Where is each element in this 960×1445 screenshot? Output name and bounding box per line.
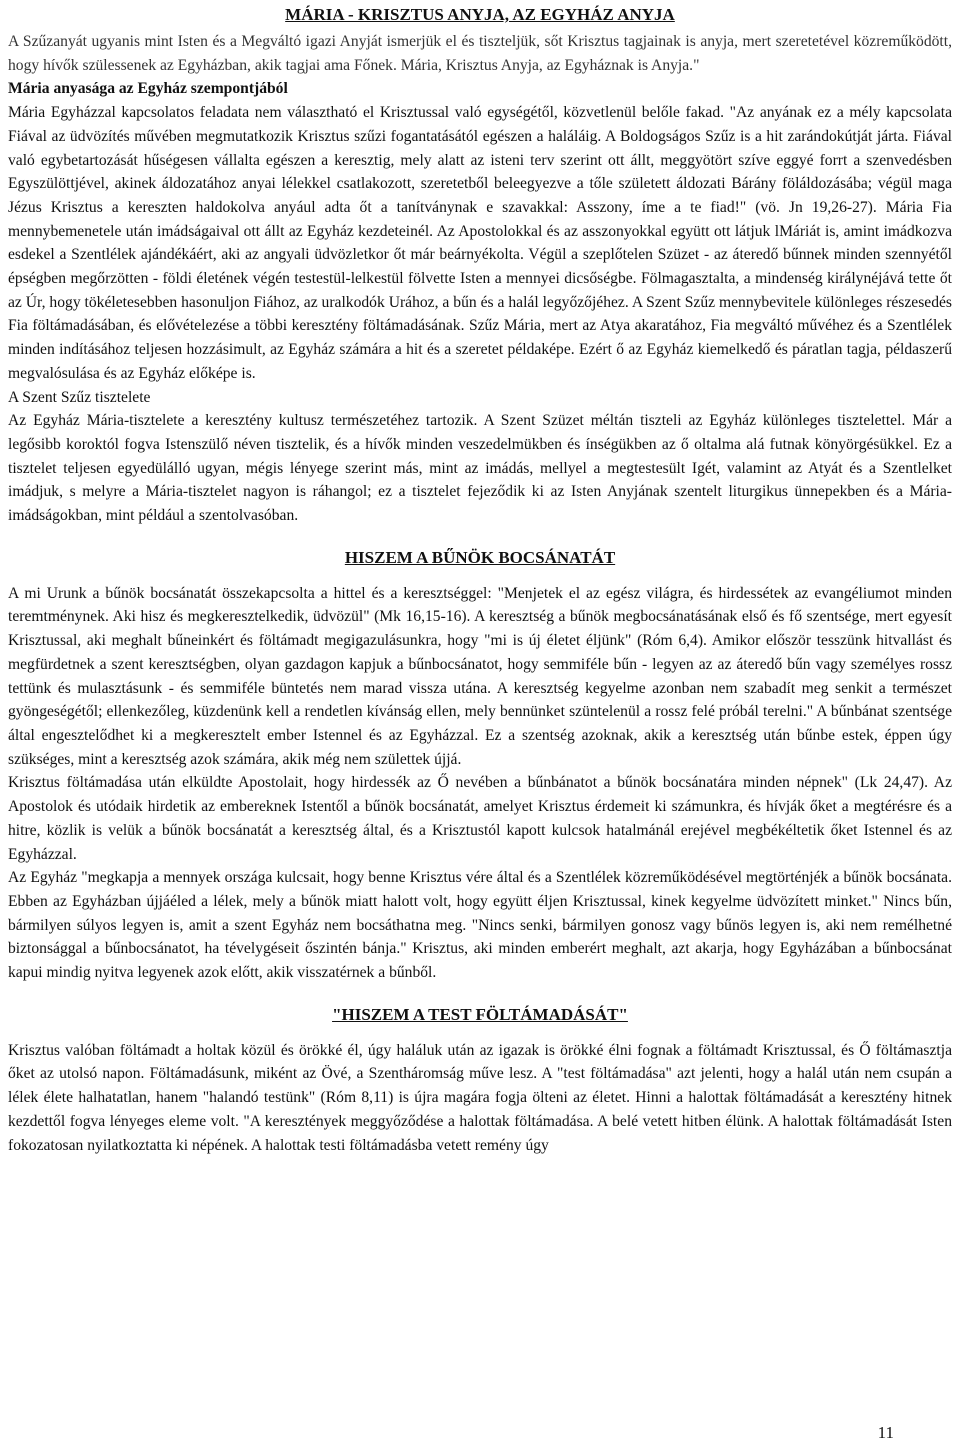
section-title-test-foltamadasa: "HISZEM A TEST FÖLTÁMADÁSÁT" [332, 1004, 628, 1024]
paragraph-bunbocsanat-3: Az Egyház "megkapja a mennyek országa kulcsait, hogy benne Krisztus vére által és a Szentlélek közreműködésével megtörténjék a bűnök bocsánata. Ebben az Egyházban újjáéled a lélek, mely a bűnök miatt halott volt, hogy együtt éljen Krisztussal, kinek kegyelme üdvözített minket." Nincs bűn, bármilyen súlyos legyen is, amit a szent Egyház nem bocsáthatna meg. "Nincs senki, bármilyen gonosz vagy bűnös legyen is, aki nem remélhetné biztonsággal a bűnbocsánatot, ha tévelygéseit őszintén bánja." Krisztus, aki minden emberért meghalt, azt akarja, hogy Egyházában a bűnbocsánat kapui mindig nyitva legyenek azok előtt, akik visszatérnek a bűnből. [8, 869, 952, 982]
paragraph-maria-anyasaga: Mária Egyházzal kapcsolatos feladata nem választható el Krisztussal való egységétől, közvetlenül belőle fakad. "Az anyának ez a mély kapcsolata Fiával az üdvözítés művében megmutatkozik Krisztus szűzi fogantatásától egészen a haláláig. A Boldogságos Szűz is a hit zarándokútját járta. Fiával való egybetartozását hűségesen vállalta egészen a keresztig, mely alatt az isteni terv szerint ott állt, meggyötört szíve eggyé forrt a szenvedésben Egyszülöttjével, akinek áldozatához anyai lélekkel csatlakozott, szeretetből beleegyezve a tőle született áldozati Bárány föláldozásába; végül maga Jézus Krisztus a kereszten haldokolva anyául adta őt a tanítványnak e szavakkal: Asszony, íme a te fiad!" (vö. Jn 19,26-27). Mária Fia mennybemenetele után imádságaival ott állt az Egyház kezdeteinél. Az Apostolokkal és az asszonyokkal együtt ott látjuk lMáriát is, amint imádkozva esdekel a Szentlélek ajándékáért, aki az angyali üdvözletkor őt már beárnyékolta. Végül a szeplőtelen Szüzet - az áteredő bűnnek minden szennyétől épségben megőrzötten - földi életének végén testestül-lelkestül fölvette Isten a mennyei dicsőségbe. Fölmagasztalta, a mindenség királynéjává tette őt az Úr, hogy tökéletesebben hasonuljon Fiához, az uralkodók Urához, a bűn és a halál legyőzőjéhez. A Szent Szűz mennybevitele különleges részesedés Fia föltámadásában, és elővételezése a többi keresztény föltámadásának. Szűz Mária, mert az Atya akaratához, Fia megváltó művéhez és a Szentlélek minden indításához teljesen hozzásimult, az Egyház számára a hit és a szeretet példaképe. Ezért ő az Egyház kiemelkedő és páratlan tagja, példaszerű megvalósulása és az Egyház előképe is. [8, 104, 952, 382]
paragraph-bunbocsanat-1: A mi Urunk a bűnök bocsánatát összekapcsolta a hittel és a keresztséggel: "Menjetek el az egész világra, és hirdessétek az evangéliumot minden teremtménynek. Aki hisz és megkeresztelkedik, üdvözül" (Mk 16,15-16). A keresztség a bűnök megbocsánatásának első és fő szentsége, mert egyesít Krisztussal, aki meghalt bűneinkért és föltámadt megigazulásunkra, hogy "mi is új életet éljünk" (Róm 6,4). Amikor először tesszünk hitvallást és megfürdetnek a szent keresztségben, olyan gazdagon kapjuk a bűnbocsánatot, hogy semmiféle bűn - legyen az az áteredő bűn vagy személyes rossz tettünk és mulasztásunk - és semmiféle büntetés nem marad vissza utána. A keresztség kegyelme azonban nem szabadít meg senkit a természet gyöngeségétől; ellenkezőleg, küzdenünk kell a rendetlen kívánság ellen, mely bennünket szüntelenül a rossz felé próbál terelni." A bűnbánat szentsége által engesztelődhet ki a megkeresztelt ember Istennel és az Egyházzal. Ez a szentség azoknak, akik a keresztség után bűnbe estek, éppen úgy szükséges, mint a keresztség azok számára, akik még nem születtek újjá. [8, 584, 952, 768]
page-number: 11 [877, 1423, 894, 1443]
subheading-maria-anyasaga: Mária anyasága az Egyház szempontjából [8, 80, 288, 98]
section-title-bunok-bocsanata: HISZEM A BŰNÖK BOCSÁNATÁT [344, 547, 616, 567]
paragraph-foltamadas: Krisztus valóban föltámadt a holtak közül és örökké él, úgy haláluk után az igazak is örökké élni fognak a föltámadt Krisztussal, és Ő föltámasztja őket az utolsó napon. Föltámadásunk, miként az Övé, a Szentháromság műve lesz. A "test föltámadása" azt jelenti, hogy a halál után nem csupán a lélek élete halhatatlan, hanem "halandó testünk" (Róm 8,11) is újra magára fogja ölteni az életet. Hinni a halottak föltámadását a keresztény hitnek kezdettől fogva lényeges eleme volt. "A keresztények meggyőződése a halottak föltámadása. A belé vetett hitben élünk. A halottak föltámadását Isten fokozatosan nyilatkoztatta ki népének. A halottak testi föltámadásba vetett remény úgy [8, 1041, 952, 1154]
section-title-maria: MÁRIA - KRISZTUS ANYJA, AZ EGYHÁZ ANYJA [285, 5, 675, 24]
paragraph-szent-szuz-tisztelete: Az Egyház Mária-tisztelete a keresztény kultusz természetéhez tartozik. A Szent Szüzet méltán tiszteli az Egyház különleges tisztelettel. Már a legősibb koroktól fogva Istenszülő néven tisztelik, és a hívők minden veszedelmükben és ínségükben az ő oltalma alá futnak könyörgésükkel. Ez a tisztelet teljesen egyedülálló ugyan, mégis lényege szerint más, mint az imádás, mellyel a megtestesült Igét, valamint az Atyát és a Szentlelket imádjuk, s melyre a Mária-tisztelet nagyon is ráhangol; ez a tisztelet fejeződik ki az Isten Anyjának szentelt liturgikus ünnepekben és a Mária-imádságokban, mint például a szentolvasóban. [8, 412, 952, 525]
subheading-szent-szuz-tisztelete: A Szent Szűz tisztelete [8, 388, 151, 406]
intro-paragraph: A Szűzanyát ugyanis mint Isten és a Megváltó igazi Anyját ismerjük el és tiszteljük, sőt Krisztus tagjainak is anyja, mert szeretetével közreműködött, hogy hívők szülessenek az Egyházban, akik tagjai ama Főnek. Mária, Krisztus Anyja, az Egyháznak is Anyja." [8, 33, 952, 74]
paragraph-bunbocsanat-2: Krisztus föltámadása után elküldte Apostolait, hogy hirdessék az Ő nevében a bűnbánatot a bűnök bocsánatára minden népnek" (Lk 24,47). Az Apostolok és utódaik hirdetik az embereknek Istentől a bűnök bocsánatát, amelyet Krisztus érdemeit ki számunkra, és hívják őket a megtérésre és a hitre, közlik is velük a bűnök bocsánatát a keresztség által, és a Krisztustól kapott kulcsok hatalmánál erejével megbékéltetik őket Istennel és az Egyházzal. [8, 774, 952, 863]
page-content [8, 0, 952, 1157]
